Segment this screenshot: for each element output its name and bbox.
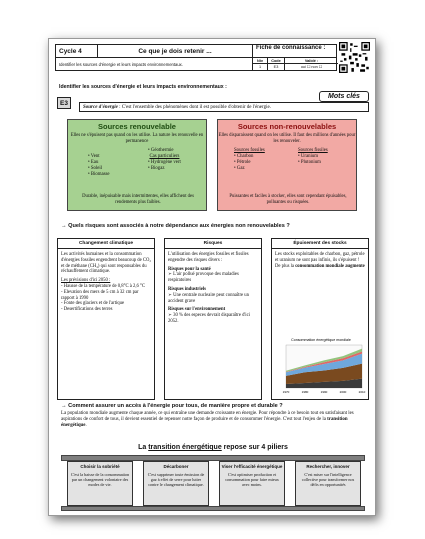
- risks-intro: L'utilisation des énergies fossiles et fissiles engendre des risques divers :: [168, 252, 249, 263]
- climate-title: Changement climatique: [58, 239, 154, 249]
- depletion-column: [271, 238, 369, 400]
- climate-item: - Elevation des mers de 5 cm à 32 cm par rapport à 1990: [61, 289, 139, 301]
- pillar-sobriety: Choisir la sobriété C'est la baisse de la consommation par un changement volontaire des modes de vie.: [67, 461, 133, 506]
- qr-code-icon: [339, 42, 370, 73]
- code-badge: E3: [57, 97, 71, 109]
- level-cell: Niv 1: [253, 58, 268, 71]
- risk-heading: Risques pour la santé: [168, 266, 211, 272]
- renewable-intro: Elles ne s'épuisent pas quand on les utilise. La nature les renouvelle en permanence: [70, 133, 204, 144]
- renewable-special-list: • Géothermie Cas particuliers • Hydrogène vert • Biogaz: [148, 148, 181, 171]
- nonrenewable-box: [217, 119, 357, 211]
- objective-text: Identifier les sources d'énergie et leurs impacts environnementaux.: [56, 58, 253, 71]
- chart-title: Consommation énergétique mondiale: [291, 338, 351, 342]
- risks-column: [164, 238, 262, 400]
- keywords-label: Mots clés: [319, 91, 369, 102]
- climate-item: - Hausse de la température de 0,8°C à 2,6 °C: [61, 283, 146, 289]
- question-access: → Comment assurer un accès à l'énergie pour tous, de manière propre et durable ?: [61, 403, 283, 409]
- pillar-efficiency: Viser l'efficacité énergétique C'est optimiser production et consommation pour faire mieux avec moins.: [219, 461, 285, 506]
- fissile-list: Sources fissiles • Uranium • Plutonium: [298, 148, 328, 165]
- nonrenewable-footer: Puissantes et faciles à stocker, elles sont cependant épuisables, polluantes ou risquées.: [229, 194, 347, 205]
- temple-base: [61, 506, 365, 511]
- climate-item: - Fonte des glaciers et de l'artique: [61, 301, 125, 307]
- pillar-decarbonize: Décarboner C'est supprimer toute émission de gaz à effet de serre pour lutter contre le changement climatique.: [143, 461, 209, 506]
- definition-term: Source d'énergie: [83, 105, 118, 110]
- fiche-grid: [253, 58, 338, 71]
- pillars-title: La transition énergétique repose sur 4 piliers: [138, 444, 288, 451]
- definition-text: : C'est l'ensemble des phénomènes dont il est possible d'obtenir de l'énergie.: [117, 105, 271, 110]
- renewable-title: Sources renouvelable: [98, 122, 176, 131]
- climate-item: - Desertifications des terres: [61, 307, 113, 313]
- depletion-text: Les stocks exploitables de charbon, gaz, pétrole et uranium ne sont pas infinis, ils s'épuisent !: [275, 252, 365, 263]
- topic-title: Ce que je dois retenir ...: [98, 45, 253, 58]
- pillar-innovation: Rechercher, innover C'est miser sur l'intelligence collective pour transformer nos défis en opportunités: [295, 461, 361, 506]
- depletion-title: Épuisement des stocks: [272, 239, 368, 249]
- fiche-title: Fiche de connaissance :: [256, 45, 326, 51]
- code-cell: Code E3: [268, 58, 285, 71]
- transition-paragraph: La population mondiale augmente chaque année, ce qui entraîne une demande croissante en énergie. Pour répondre à ce besoin tout en satisfaisant les aspirations de confort de tous, il devient essentiel de repenser notre façon de produire et de consommer l'énergie. C'est tout l'enjeu de la transition énergétique.: [61, 411, 354, 429]
- depletion-text-2: De plus la consommation mondiale augmente: [275, 263, 365, 269]
- energy-consumption-chart: [276, 336, 366, 396]
- nonrenewable-title: Sources non-renouvelables: [237, 122, 337, 131]
- section-title: Identifier les sources d'énergie et leurs impacts environnementaux :: [59, 84, 227, 90]
- renewable-footer: Durable, inépuisable mais intermittentes, elles affichent des rendements plus faibles.: [82, 194, 194, 205]
- nonrenewable-intro: Elles disparaissent quand on les utilise. Il faut des millions d'années pour les renouveler.: [218, 133, 356, 144]
- renewable-list: • Vent • Eau • Soleil • Biomasse: [88, 154, 110, 177]
- climate-text: Les activités humaines et la consommation d'énergies fossiles engendrent beaucoup de CO₂ et de méthane (CH₄) qui sont responsables du réchauffement climatique.: [61, 252, 151, 275]
- risk-heading: Risques industriels: [168, 286, 206, 292]
- fossil-list: Sources fossiles • Charbon • Pétrole • Gaz: [234, 148, 265, 171]
- cycle-label: Cycle 4: [56, 45, 98, 58]
- renewable-box: [67, 119, 207, 211]
- chart-x-tick-label: 2000: [339, 390, 347, 394]
- climate-column: [57, 238, 155, 400]
- climate-forecast-title: Les prévisions d'ici 2050 :: [61, 278, 111, 284]
- chart-x-tick-label: 2010: [358, 390, 366, 394]
- risks-title: Risques: [165, 239, 261, 249]
- header-table: [55, 44, 337, 71]
- document-page: [48, 38, 376, 516]
- chart-x-tick-label: 1970: [282, 390, 290, 394]
- definition-box: [79, 102, 369, 112]
- risk-heading: Risques sur l'environnement: [168, 307, 226, 313]
- risk-text: ➢ L'air pollué provoque des maladies respiratoires: [168, 272, 239, 284]
- validated-cell: Validé : oui ☐ non ☐: [285, 58, 338, 71]
- chart-x-tick-label: 1980: [301, 390, 309, 394]
- question-risks: → Quels risques sont associés à notre dépendance aux énergies non renouvelables ?: [61, 223, 290, 229]
- risk-text: ➢ 30 % des especes devrait disparaître d'ici 2052.: [168, 313, 250, 324]
- chart-x-tick-label: 1990: [320, 390, 328, 394]
- risk-text: ➢ Une centrale nucleaire peut connaître un accident grave: [168, 292, 249, 304]
